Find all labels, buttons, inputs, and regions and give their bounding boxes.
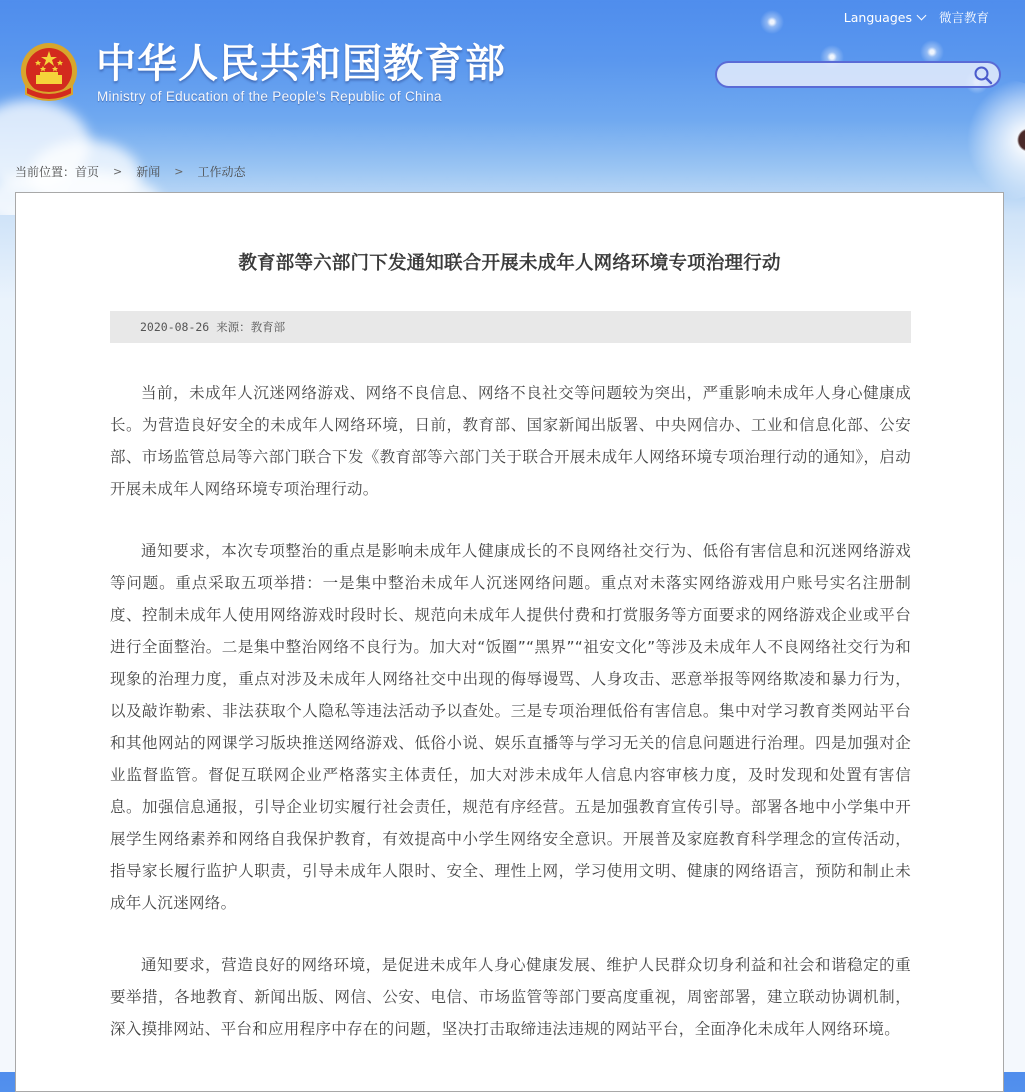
breadcrumb-home[interactable]: 首页: [75, 165, 100, 179]
breadcrumb-news[interactable]: 新闻: [136, 165, 161, 179]
article-source-label: 来源：: [216, 320, 251, 334]
search-icon[interactable]: [973, 65, 993, 85]
weiyan-education-link[interactable]: 微言教育: [938, 10, 989, 25]
search-box: [715, 61, 1001, 88]
article-paragraph: 通知要求，营造良好的网络环境，是促进未成年人身心健康发展、维护人民群众切身利益和社会和谐稳定的重要举措，各地教育、新闻出版、网信、公安、电信、市场监管等部门要高度重视，周密部署，建立联动协调机制，深入摸排网站、平台和应用程序中存在的问题，坚决打击取缔违法违规的网站平台，全面净化未成年人网络环境。: [110, 956, 911, 1038]
top-links: [844, 8, 989, 26]
languages-dropdown[interactable]: [844, 10, 925, 25]
site-header: [0, 0, 1025, 215]
languages-label: Languages: [843, 9, 912, 25]
article-content: [110, 377, 911, 1075]
breadcrumb-prefix: 当前位置：: [15, 165, 76, 179]
search-input[interactable]: [729, 63, 973, 88]
article-meta: [110, 311, 911, 343]
article-paragraph: 通知要求，本次专项整治的重点是影响未成年人健康成长的不良网络社交行为、低俗有害信息和沉迷网络游戏等问题。重点采取五项举措：一是集中整治未成年人沉迷网络问题。重点对未落实网络游戏用户账号实名注册制度、控制未成年人使用网络游戏时段时长、规范向未成年人提供付费和打赏服务等方面要求的网络游戏企业或平台进行全面整治。二是集中整治网络不良行为。加大对“饭圈”“黑界”“祖安文化”等涉及未成年人不良网络社交行为和现象的治理力度，重点对涉及未成年人网络社交中出现的侮辱谩骂、人身攻击、恶意举报等网络欺凌和暴力行为，以及敲诈勒索、非法获取个人隐私等违法活动予以查处。三是专项治理低俗有害信息。集中对学习教育类网站平台和其他网站的网课学习版块推送网络游戏、低俗小说、娱乐直播等与学习无关的信息问题进行治理。四是加强对企业监督监管。督促互联网企业严格落实主体责任，加大对涉未成年人信息内容审核力度，及时发现和处置有害信息。加强信息通报，引导企业切实履行社会责任，规范有序经营。五是加强教育宣传引导。部署各地中小学集中开展学生网络素养和网络自我保护教育，有效提高中小学生网络安全意识。开展普及家庭教育科学理念的宣传活动，指导家长履行监护人职责，引导未成年人限时、安全、理性上网，学习使用文明、健康的网络语言，预防和制止未成年人沉迷网络。: [110, 542, 911, 912]
site-subtitle: Ministry of Education of the People's Republic of China: [97, 89, 442, 104]
article-paragraph: 当前，未成年人沉迷网络游戏、网络不良信息、网络不良社交等问题较为突出，严重影响未成年人身心健康成长。为营造良好安全的未成年人网络环境，日前，教育部、国家新闻出版署、中央网信办、工业和信息化部、公安部、市场监管总局等六部门联合下发《教育部等六部门关于联合开展未成年人网络环境专项治理行动的通知》，启动开展未成年人网络环境专项治理行动。: [110, 384, 911, 498]
site-title[interactable]: 中华人民共和国教育部: [96, 41, 506, 87]
seed-decoration: [760, 10, 784, 34]
national-emblem-icon: [18, 42, 80, 106]
dandelion-decoration: [945, 80, 1025, 200]
breadcrumb-work-updates[interactable]: 工作动态: [197, 165, 246, 179]
breadcrumb-separator: >: [174, 165, 184, 178]
chevron-down-icon: [917, 10, 927, 20]
article-date: 2020-08-26: [140, 320, 210, 334]
article-title: 教育部等六部门下发通知联合开展未成年人网络环境专项治理行动: [238, 253, 781, 274]
article-panel: [15, 192, 1004, 1092]
breadcrumb-separator: >: [113, 165, 123, 178]
breadcrumb: [15, 163, 246, 180]
article-source: 教育部: [250, 320, 286, 334]
